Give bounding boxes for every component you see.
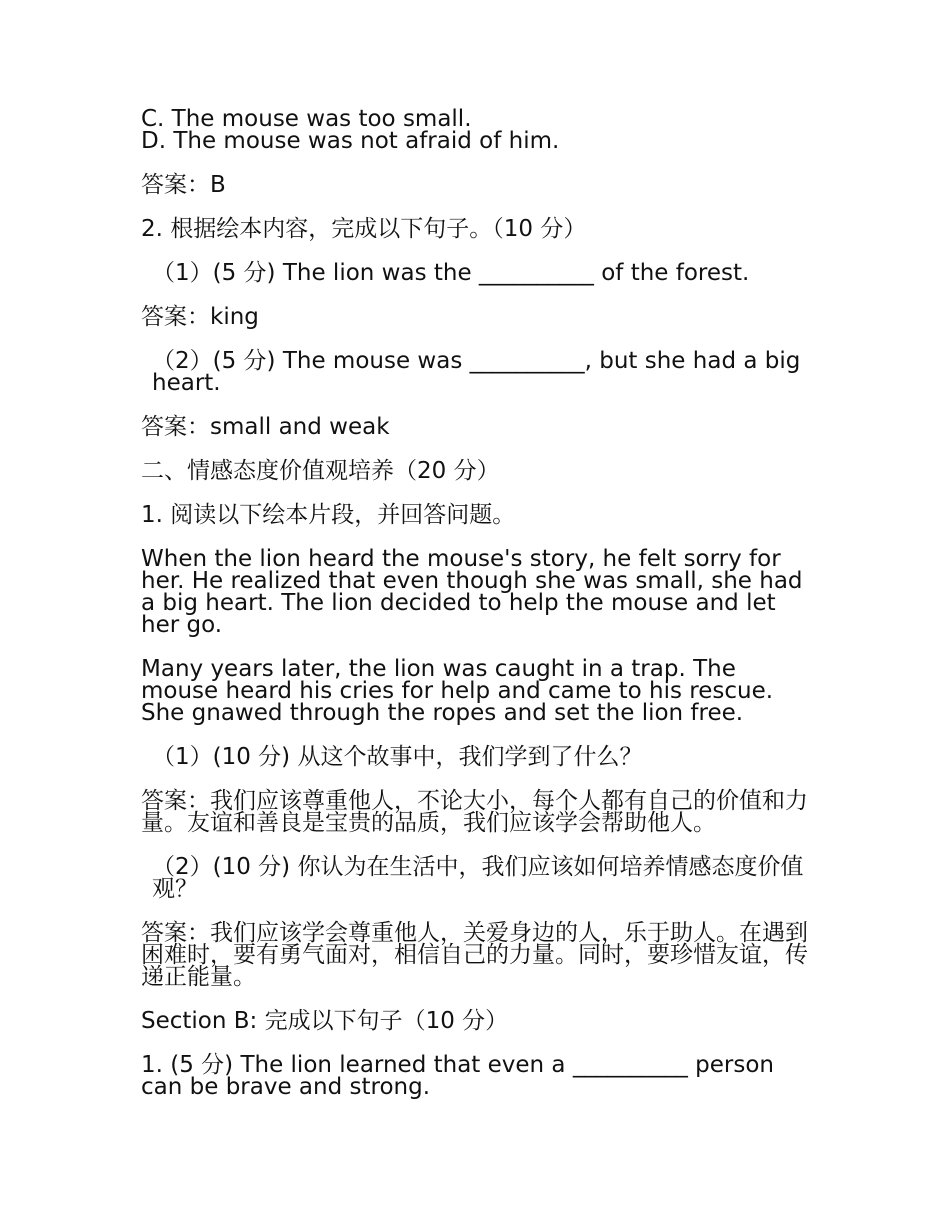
story-paragraph-2: Many years later, the lion was caught in a trap. The mouse heard his cries for help and came to his rescue. She gnawed through the ropes and set the lion free. bbox=[141, 656, 774, 726]
document-page bbox=[141, 108, 813, 1098]
reading-answer-2: 答案：我们应该学会尊重他人，关爱身边的人，乐于助人。在遇到困难时，要有勇气面对，相信自己的力量。同时，要珍惜友谊，传递正能量。 bbox=[141, 920, 808, 990]
reading-question-2: （2）(10 分) 你认为在生活中，我们应该如何培养情感态度价值观？ bbox=[152, 854, 804, 902]
section-b-question-1: 1. (5 分) The lion learned that even a __________ person can be brave and strong. bbox=[141, 1052, 774, 1100]
question-2-heading: 2. 根据绘本内容，完成以下句子。（10 分） bbox=[141, 216, 587, 242]
question-2-2: （2）(5 分) The mouse was __________, but she had a big heart. bbox=[152, 348, 801, 396]
option-d: D. The mouse was not afraid of him. bbox=[141, 128, 560, 154]
section-heading-2: 二、情感态度价值观培养（20 分） bbox=[141, 458, 500, 484]
answer-2-2: 答案：small and weak bbox=[141, 414, 390, 440]
question-2-1: （1）(5 分) The lion was the __________ of the forest. bbox=[152, 260, 750, 286]
reading-question-heading: 1. 阅读以下绘本片段，并回答问题。 bbox=[141, 502, 516, 528]
option-c: C. The mouse was too small. bbox=[141, 106, 472, 132]
reading-question-1: （1）(10 分) 从这个故事中，我们学到了什么？ bbox=[152, 744, 643, 770]
answer-2-1: 答案：king bbox=[141, 304, 259, 330]
story-paragraph-1: When the lion heard the mouse's story, he felt sorry for her. He realized that even though she was small, she had a big heart. The lion decided to help the mouse and let her go. bbox=[141, 546, 803, 638]
reading-answer-1: 答案：我们应该尊重他人，不论大小，每个人都有自己的价值和力量。友谊和善良是宝贵的品质，我们应该学会帮助他人。 bbox=[141, 788, 808, 836]
answer-1: 答案：B bbox=[141, 172, 226, 198]
section-b-heading: Section B: 完成以下句子（10 分） bbox=[141, 1008, 509, 1034]
